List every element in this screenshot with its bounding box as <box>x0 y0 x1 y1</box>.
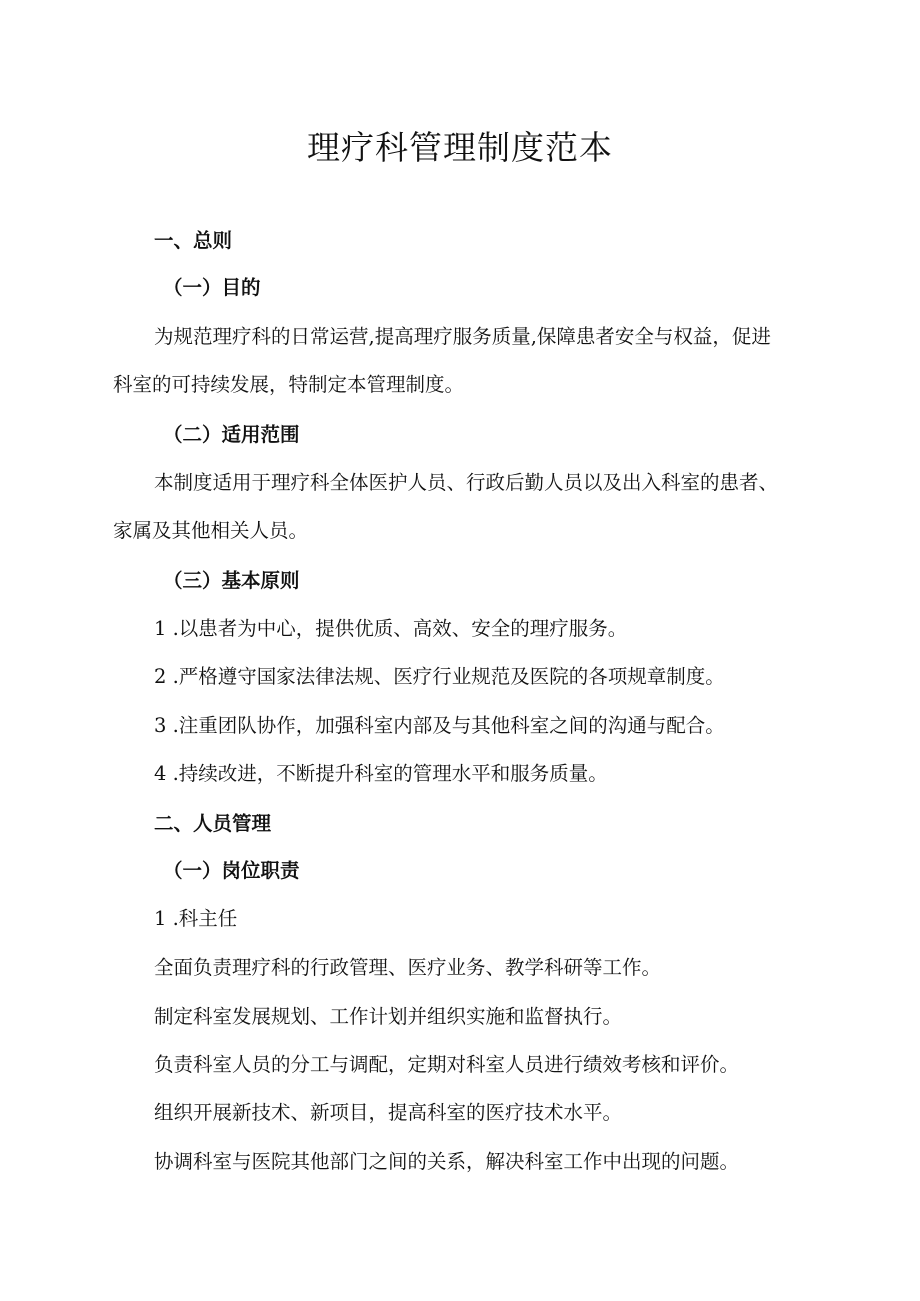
duty-item: 组织开展新技术、新项目，提高科室的医疗技术水平。 <box>154 1101 623 1124</box>
principle-item: 2 .严格遵守国家法律法规、医疗行业规范及医院的各项规章制度。 <box>154 665 725 688</box>
section-heading-personnel: 二、人员管理 <box>154 812 272 835</box>
principle-item: 3 .注重团队协作，加强科室内部及与其他科室之间的沟通与配合。 <box>154 714 725 737</box>
subheading-job-duties: （一）岗位职责 <box>163 859 300 882</box>
subheading-purpose: （一）目的 <box>163 276 261 299</box>
duty-item: 协调科室与医院其他部门之间的关系，解决科室工作中出现的问题。 <box>154 1150 740 1173</box>
subheading-scope: （二）适用范围 <box>163 423 300 446</box>
principle-item: 1 .以患者为中心，提供优质、高效、安全的理疗服务。 <box>154 617 628 640</box>
paragraph-purpose-line-1: 为规范理疗科的日常运营,提高理疗服务质量,保障患者安全与权益，促进 <box>154 325 771 348</box>
duty-item: 全面负责理疗科的行政管理、医疗业务、教学科研等工作。 <box>154 956 662 979</box>
section-heading-general: 一、总则 <box>154 229 233 252</box>
duty-item: 负责科室人员的分工与调配，定期对科室人员进行绩效考核和评价。 <box>154 1053 740 1076</box>
principle-item: 4 .持续改进，不断提升科室的管理水平和服务质量。 <box>154 762 608 785</box>
paragraph-scope-line-1: 本制度适用于理疗科全体医护人员、行政后勤人员以及出入科室的患者、 <box>154 471 779 494</box>
subheading-principles: （三）基本原则 <box>163 569 300 592</box>
item-title-director: 1 .科主任 <box>154 907 238 930</box>
duty-item: 制定科室发展规划、工作计划并组织实施和监督执行。 <box>154 1005 623 1028</box>
paragraph-purpose-line-2: 科室的可持续发展，特制定本管理制度。 <box>113 373 465 396</box>
page-title: 理疗科管理制度范本 <box>307 128 613 167</box>
paragraph-scope-line-2: 家属及其他相关人员。 <box>113 519 309 542</box>
